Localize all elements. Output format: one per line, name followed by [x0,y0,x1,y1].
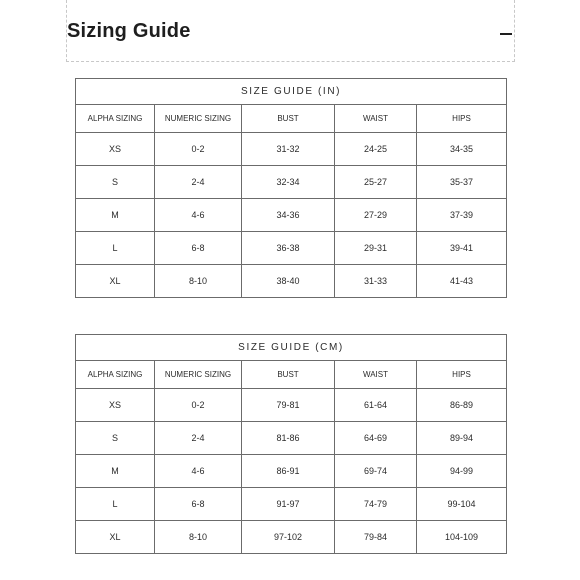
table-cell: 4-6 [155,199,242,232]
column-header: BUST [242,361,335,389]
column-header: HIPS [417,361,507,389]
table-cell: 104-109 [417,521,507,554]
table-cell: 2-4 [155,422,242,455]
page-title: Sizing Guide [67,20,191,42]
table-cell: 2-4 [155,166,242,199]
table-cell: 6-8 [155,232,242,265]
table-row [76,521,507,554]
table-cell: 8-10 [155,521,242,554]
table-cell: 99-104 [417,488,507,521]
table-cell: S [76,422,155,455]
table-row [76,166,507,199]
table-cell: 6-8 [155,488,242,521]
table-cell: 36-38 [242,232,335,265]
table-cell: 24-25 [335,133,417,166]
table-cell: 74-79 [335,488,417,521]
column-header: ALPHA SIZING [76,361,155,389]
table-cell: XL [76,265,155,298]
table-cell: M [76,455,155,488]
table-row [76,422,507,455]
size-guide-table-cm [75,334,507,554]
table-cell: 29-31 [335,232,417,265]
table-cell: 39-41 [417,232,507,265]
table-cell: XL [76,521,155,554]
table-cell: S [76,166,155,199]
table-cell: 97-102 [242,521,335,554]
table-cell: 4-6 [155,455,242,488]
table-cell: L [76,488,155,521]
column-header: NUMERIC SIZING [155,105,242,133]
table-row [76,265,507,298]
table-cell: 81-86 [242,422,335,455]
table-cell: XS [76,389,155,422]
table-cell: 79-81 [242,389,335,422]
size-guide-table-in [75,78,507,298]
table-cell: 31-32 [242,133,335,166]
sizing-guide-header[interactable] [66,0,515,62]
column-header: NUMERIC SIZING [155,361,242,389]
table-caption: SIZE GUIDE (IN) [76,79,507,105]
table-row [76,455,507,488]
minus-icon[interactable] [500,33,512,35]
table-cell: 61-64 [335,389,417,422]
table-cell: XS [76,133,155,166]
table-row [76,389,507,422]
column-header: HIPS [417,105,507,133]
table-cell: 25-27 [335,166,417,199]
table-cell: 86-89 [417,389,507,422]
table-cell: 0-2 [155,133,242,166]
column-header: BUST [242,105,335,133]
column-header: WAIST [335,361,417,389]
table-row [76,488,507,521]
table-cell: 69-74 [335,455,417,488]
table-row [76,133,507,166]
column-header: WAIST [335,105,417,133]
table-caption: SIZE GUIDE (CM) [76,335,507,361]
table-cell: 38-40 [242,265,335,298]
table-row [76,232,507,265]
table-cell: 91-97 [242,488,335,521]
table-cell: 35-37 [417,166,507,199]
table-cell: M [76,199,155,232]
table-cell: 89-94 [417,422,507,455]
table-cell: 41-43 [417,265,507,298]
table-cell: 37-39 [417,199,507,232]
table-cell: L [76,232,155,265]
table-cell: 0-2 [155,389,242,422]
table-cell: 34-35 [417,133,507,166]
column-header: ALPHA SIZING [76,105,155,133]
table-cell: 27-29 [335,199,417,232]
table-cell: 79-84 [335,521,417,554]
table-cell: 31-33 [335,265,417,298]
table-cell: 32-34 [242,166,335,199]
table-cell: 94-99 [417,455,507,488]
table-cell: 34-36 [242,199,335,232]
table-row [76,199,507,232]
table-cell: 64-69 [335,422,417,455]
table-cell: 8-10 [155,265,242,298]
table-cell: 86-91 [242,455,335,488]
